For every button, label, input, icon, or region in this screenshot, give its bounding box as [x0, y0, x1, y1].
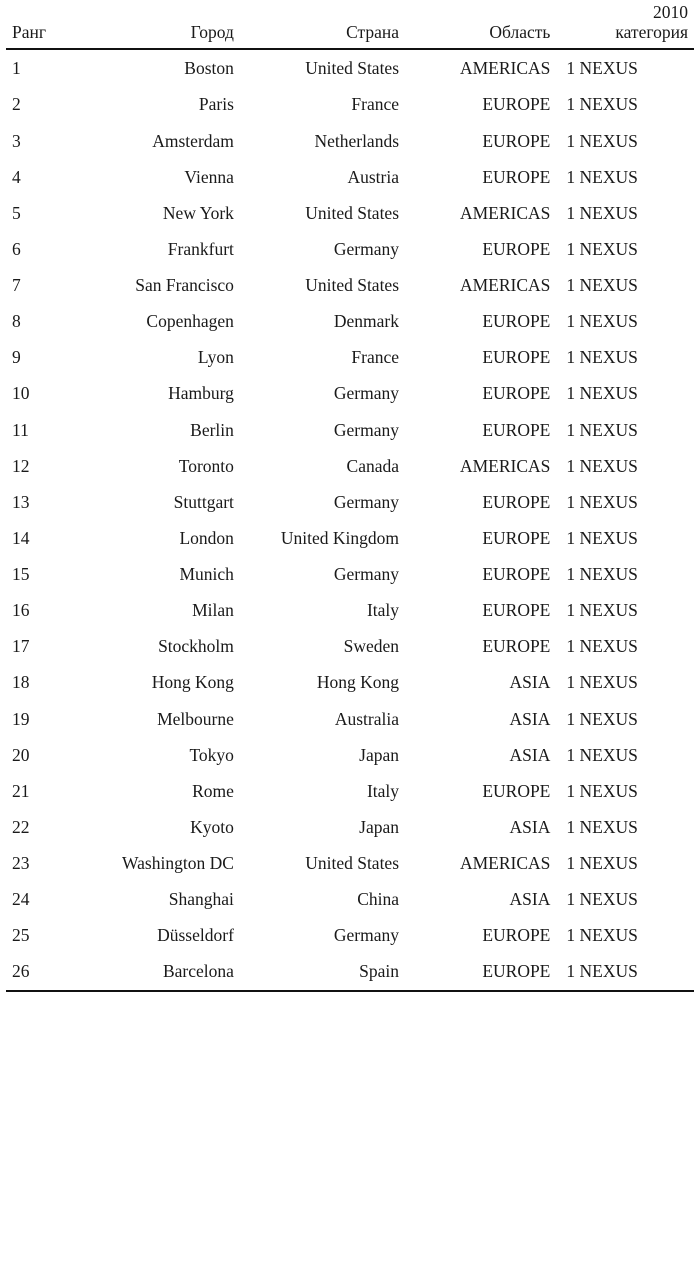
cell-region: EUROPE — [482, 527, 551, 548]
cell-city: Paris — [198, 94, 234, 115]
table-row — [6, 123, 694, 159]
cell-country: Denmark — [333, 311, 400, 332]
table-row — [6, 773, 694, 809]
cell-region: ASIA — [509, 816, 551, 837]
cell-category: 1 NEXUS — [566, 491, 638, 512]
cell-city: Munich — [179, 564, 234, 584]
table-row — [6, 86, 694, 122]
table-row — [6, 701, 694, 737]
cell-category: 1 NEXUS — [566, 202, 638, 223]
cell-category: 1 NEXUS — [566, 636, 638, 657]
cell-rank: 10 — [12, 383, 30, 404]
cell-region: EUROPE — [482, 564, 551, 584]
cell-country: Italy — [366, 780, 400, 801]
cell-category: 1 NEXUS — [566, 58, 638, 79]
table-row — [6, 628, 694, 664]
cell-city: Copenhagen — [146, 311, 234, 332]
cell-category: 1 NEXUS — [566, 527, 638, 548]
cell-region: EUROPE — [482, 419, 551, 440]
cell-rank: 25 — [12, 925, 30, 946]
cell-country: Germany — [333, 238, 400, 259]
cell-country: Japan — [359, 744, 400, 765]
cell-city: Boston — [184, 58, 234, 79]
cell-country: United States — [305, 58, 400, 79]
table-row — [6, 664, 694, 700]
cell-rank: 5 — [12, 202, 21, 223]
cell-country: Germany — [333, 383, 400, 404]
table-row — [6, 412, 694, 448]
cell-category: 1 NEXUS — [566, 130, 638, 151]
cell-region: EUROPE — [482, 94, 551, 115]
cell-rank: 3 — [12, 130, 21, 151]
cell-region: AMERICAS — [459, 275, 551, 295]
cell-region: EUROPE — [482, 311, 551, 332]
column-header-category-year: 2010 — [653, 2, 688, 22]
cell-city: Amsterdam — [152, 130, 234, 151]
cell-rank: 9 — [12, 347, 21, 368]
cell-region: EUROPE — [482, 636, 551, 657]
cell-city: Shanghai — [168, 889, 234, 910]
cell-city: Stockholm — [158, 636, 234, 657]
cell-region: AMERICAS — [459, 853, 551, 873]
cell-country: Germany — [333, 564, 400, 584]
cell-city: Hamburg — [168, 383, 234, 404]
cell-region: AMERICAS — [459, 455, 551, 476]
cell-category: 1 NEXUS — [566, 275, 638, 295]
cell-region: EUROPE — [482, 383, 551, 404]
cell-city: Toronto — [178, 455, 234, 476]
cell-region: ASIA — [509, 672, 551, 693]
column-header-rank: Ранг — [6, 0, 75, 49]
column-header-city: Город — [75, 0, 240, 49]
cell-category: 1 NEXUS — [566, 166, 638, 187]
cell-city: Kyoto — [190, 816, 234, 837]
cell-region: EUROPE — [482, 238, 551, 259]
cell-category: 1 NEXUS — [566, 419, 638, 440]
cell-rank: 4 — [12, 166, 21, 187]
cell-rank: 24 — [12, 889, 30, 910]
cell-country: France — [351, 94, 400, 115]
cell-category: 1 NEXUS — [566, 672, 638, 693]
cell-region: EUROPE — [405, 953, 556, 990]
table-row — [6, 520, 694, 556]
table-row — [6, 737, 694, 773]
cell-category: 1 NEXUS — [556, 953, 694, 990]
cell-city: Frankfurt — [167, 238, 234, 259]
cell-country: Sweden — [343, 636, 400, 657]
cell-category: 1 NEXUS — [566, 455, 638, 476]
cell-region: EUROPE — [482, 347, 551, 368]
cell-country: United Kingdom — [280, 527, 400, 548]
cell-category: 1 NEXUS — [566, 383, 638, 404]
cell-region: EUROPE — [482, 166, 551, 187]
cell-city: Tokyo — [189, 744, 234, 765]
cell-country: United States — [305, 202, 400, 223]
cell-city: Berlin — [190, 419, 234, 440]
cell-rank: 22 — [12, 816, 30, 837]
cell-country: Hong Kong — [316, 672, 400, 693]
cell-city: Hong Kong — [151, 672, 234, 693]
cell-country: Australia — [334, 708, 400, 729]
table-row — [6, 881, 694, 917]
cell-city: San Francisco — [135, 275, 234, 295]
table-header-row — [6, 0, 694, 49]
cell-rank: 16 — [12, 600, 30, 621]
cell-rank: 12 — [12, 455, 30, 476]
cell-category: 1 NEXUS — [566, 347, 638, 368]
cell-rank: 18 — [12, 672, 30, 693]
cell-region: ASIA — [509, 889, 551, 910]
cell-city: London — [179, 527, 234, 548]
cell-rank: 2 — [12, 94, 21, 115]
cell-country: Spain — [240, 953, 405, 990]
cell-rank: 20 — [12, 744, 30, 765]
table-row — [6, 267, 694, 303]
cell-city: Washington DC — [122, 853, 234, 873]
cell-rank: 8 — [12, 311, 21, 332]
table-row — [6, 231, 694, 267]
cell-rank: 7 — [12, 275, 21, 295]
cell-category: 1 NEXUS — [566, 94, 638, 115]
cell-rank: 23 — [12, 853, 30, 873]
column-header-category — [556, 0, 694, 49]
cell-country: France — [351, 347, 400, 368]
cell-country: Italy — [366, 600, 400, 621]
cell-category: 1 NEXUS — [566, 238, 638, 259]
cell-category: 1 NEXUS — [566, 744, 638, 765]
table-row — [6, 484, 694, 520]
cell-region: EUROPE — [482, 780, 551, 801]
table-row — [6, 845, 694, 881]
cell-country: Germany — [333, 925, 400, 946]
column-header-region: Область — [405, 0, 556, 49]
cell-category: 1 NEXUS — [566, 600, 638, 621]
cell-category: 1 NEXUS — [566, 816, 638, 837]
cell-region: EUROPE — [482, 130, 551, 151]
table-row — [6, 592, 694, 628]
table-row — [6, 556, 694, 592]
cell-city: Rome — [192, 780, 234, 801]
table-row — [6, 448, 694, 484]
cell-category: 1 NEXUS — [566, 853, 638, 873]
table-header — [6, 0, 694, 49]
table-row — [6, 917, 694, 953]
cell-city: Vienna — [184, 166, 234, 187]
cell-country: Netherlands — [314, 130, 400, 151]
cell-city: Melbourne — [157, 708, 234, 729]
table-row — [6, 49, 694, 86]
cell-country: United States — [305, 853, 400, 873]
cell-region: EUROPE — [482, 925, 551, 946]
cell-city: Barcelona — [75, 953, 240, 990]
cell-rank: 13 — [12, 491, 30, 512]
cell-city: Milan — [192, 600, 234, 621]
table-row — [6, 953, 694, 990]
cell-region: AMERICAS — [459, 58, 551, 79]
cell-category: 1 NEXUS — [566, 564, 638, 584]
cell-category: 1 NEXUS — [566, 311, 638, 332]
cell-city: Stuttgart — [173, 491, 234, 512]
cell-city: Düsseldorf — [157, 925, 234, 946]
cell-category: 1 NEXUS — [566, 708, 638, 729]
cell-rank: 14 — [12, 527, 30, 548]
cell-region: EUROPE — [482, 491, 551, 512]
column-header-country: Страна — [240, 0, 405, 49]
cell-country: China — [357, 889, 400, 910]
table-body — [6, 49, 694, 990]
table-row — [6, 303, 694, 339]
table-row — [6, 339, 694, 375]
cell-country: Austria — [347, 166, 400, 187]
cell-region: EUROPE — [482, 600, 551, 621]
cell-rank: 11 — [12, 419, 29, 440]
cell-rank: 21 — [12, 780, 30, 801]
cell-category: 1 NEXUS — [566, 889, 638, 910]
cell-category: 1 NEXUS — [566, 925, 638, 946]
table-row — [6, 195, 694, 231]
cell-rank: 19 — [12, 708, 30, 729]
cell-region: AMERICAS — [459, 202, 551, 223]
cell-rank: 26 — [6, 953, 75, 990]
table-row — [6, 809, 694, 845]
city-ranking-table — [6, 0, 694, 992]
cell-country: Japan — [359, 816, 400, 837]
cell-category: 1 NEXUS — [566, 780, 638, 801]
cell-rank: 1 — [12, 58, 21, 79]
cell-rank: 6 — [12, 238, 21, 259]
cell-city: New York — [162, 202, 234, 223]
cell-region: ASIA — [509, 708, 551, 729]
cell-country: Canada — [346, 455, 400, 476]
table-row — [6, 375, 694, 411]
column-header-category-word: категория — [615, 22, 688, 43]
cell-country: United States — [305, 275, 400, 295]
cell-rank: 17 — [12, 636, 30, 657]
cell-rank: 15 — [12, 564, 30, 584]
table-row — [6, 159, 694, 195]
cell-country: Germany — [333, 491, 400, 512]
cell-city: Lyon — [197, 347, 234, 368]
cell-region: ASIA — [509, 744, 551, 765]
cell-country: Germany — [333, 419, 400, 440]
